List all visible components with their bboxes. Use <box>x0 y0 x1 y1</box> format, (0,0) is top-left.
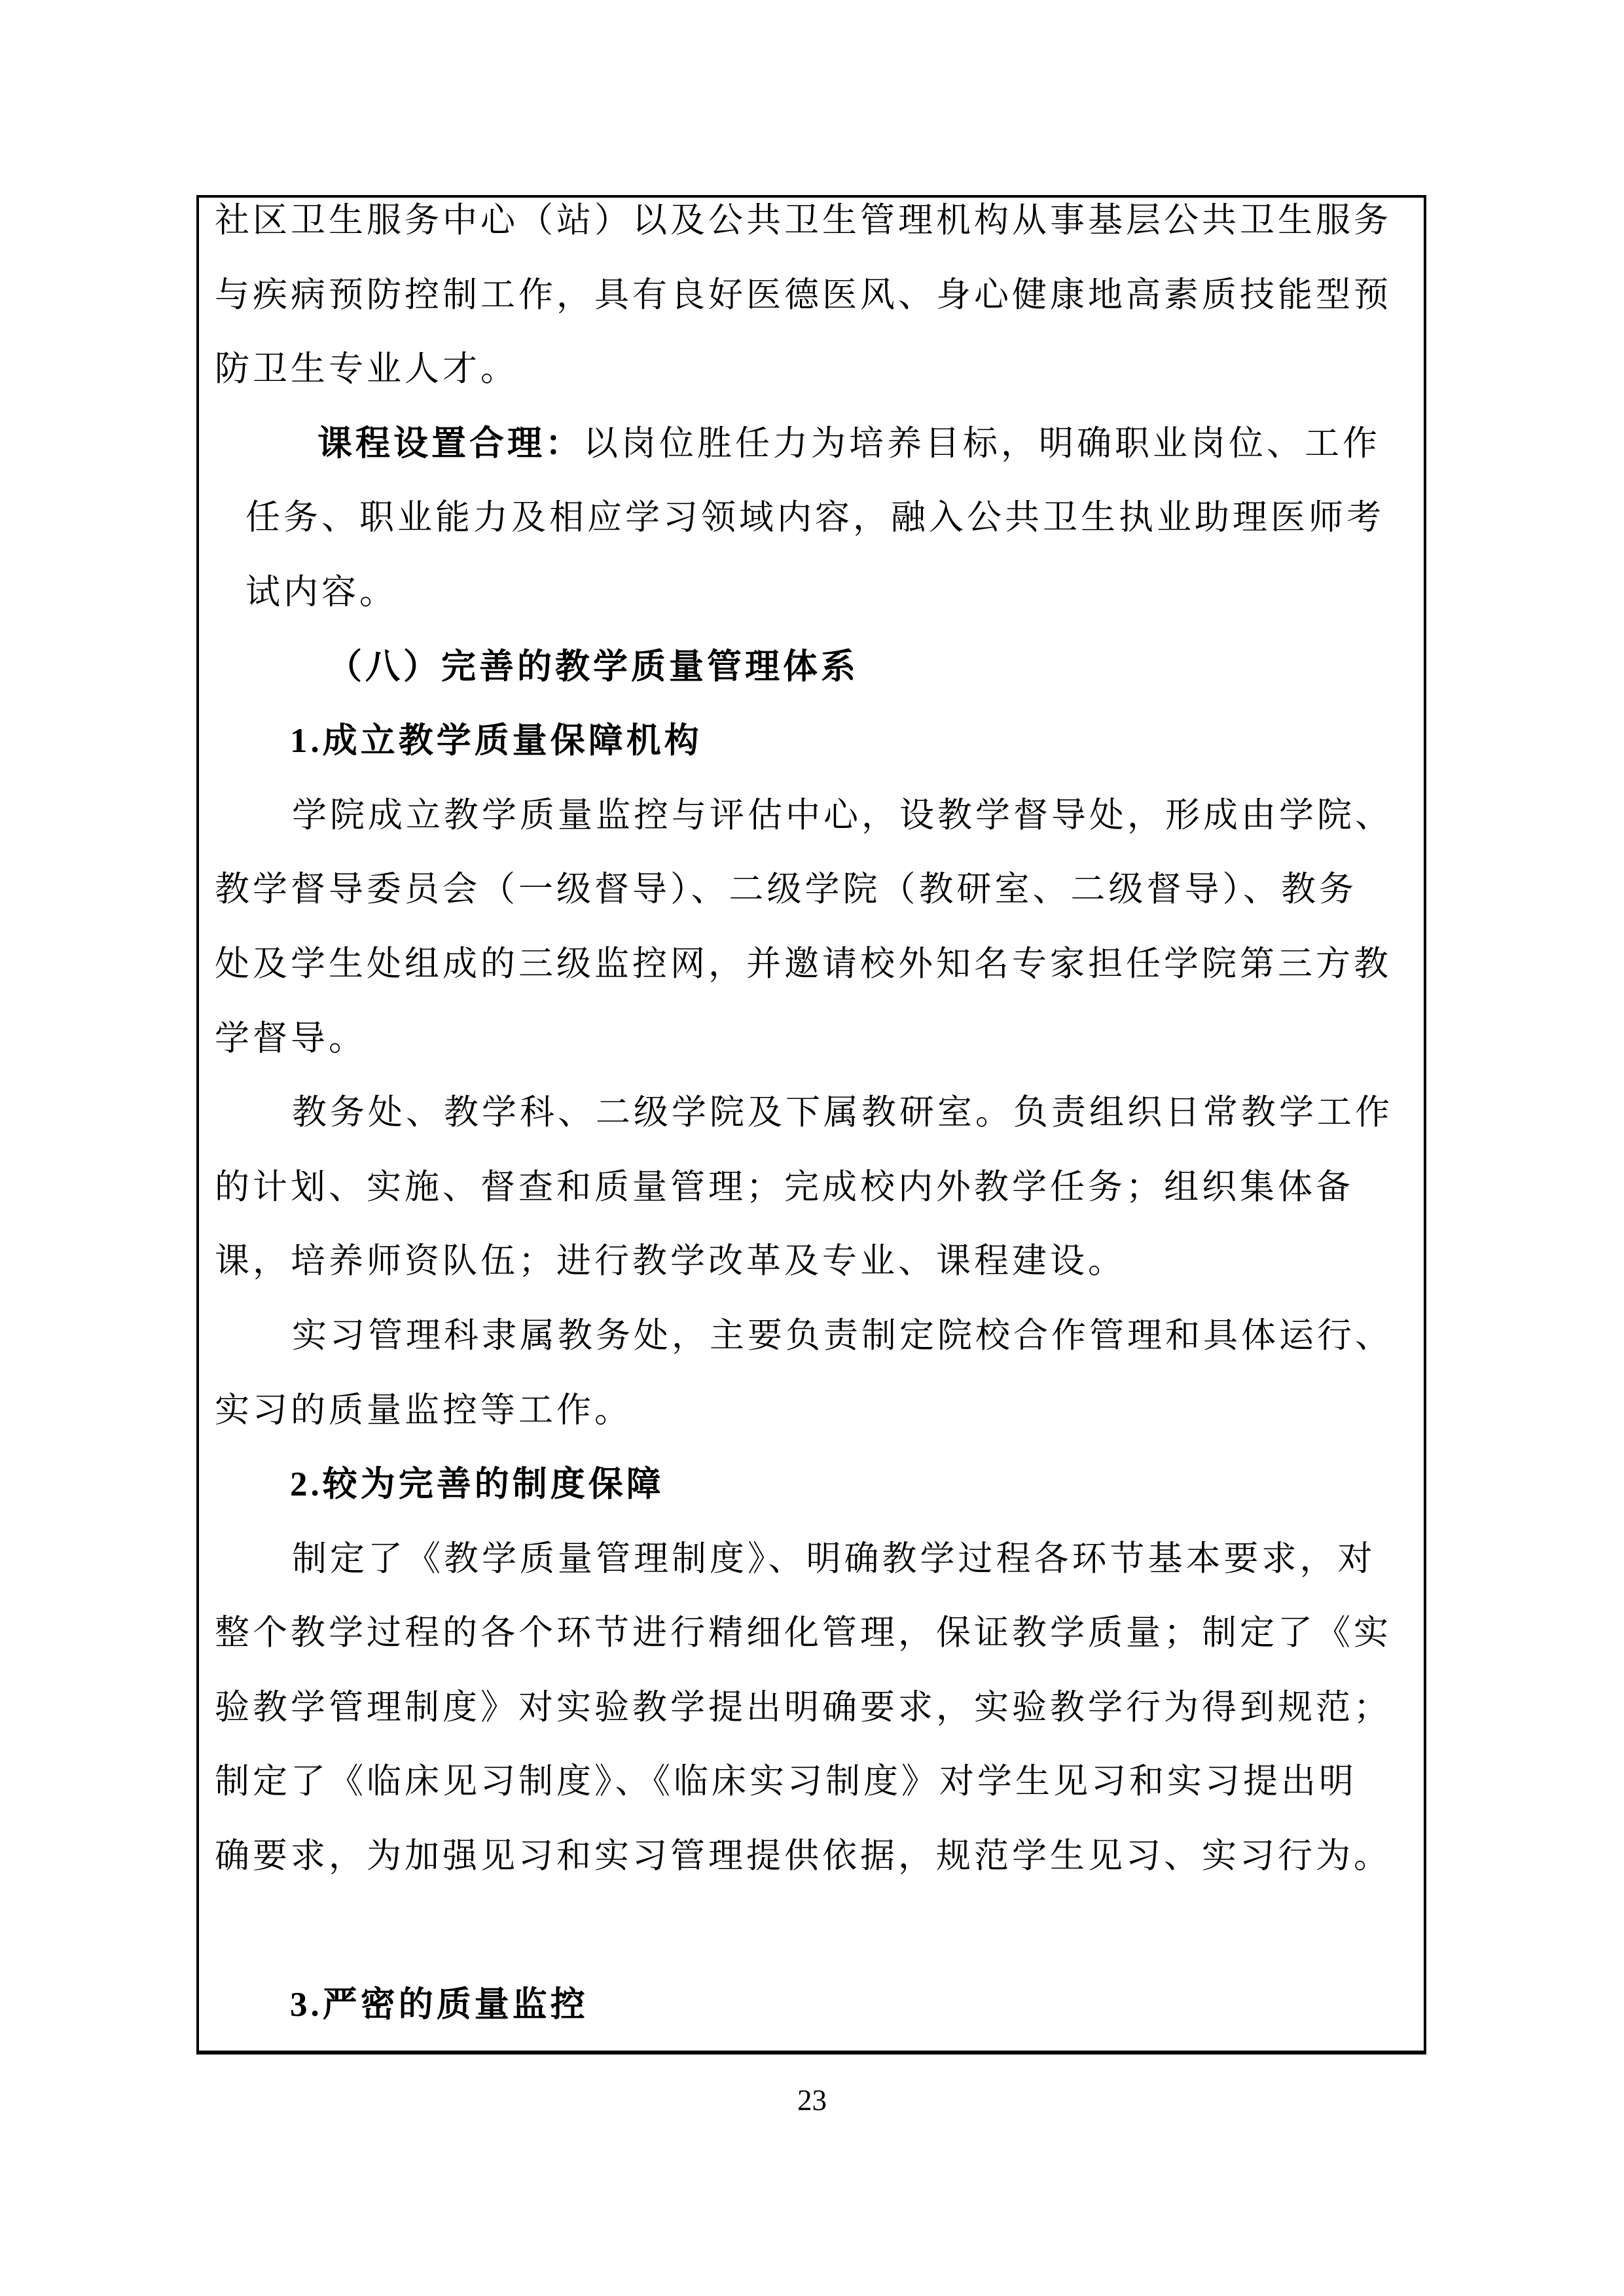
text-line <box>199 1002 1424 1077</box>
text-line <box>199 1374 1424 1448</box>
text-run: 防卫生专业人才。 <box>215 350 518 389</box>
text-run: 试内容。 <box>245 573 397 611</box>
text-line <box>199 704 1424 779</box>
text-line <box>199 407 1424 482</box>
text-line <box>199 779 1424 853</box>
text-line <box>199 481 1424 556</box>
text-line <box>199 1596 1424 1671</box>
text-run: 制定了《教学质量管理制度》、明确教学过程各环节基本要求，对 <box>292 1539 1376 1578</box>
text-run: 任务、职业能力及相应学习领域内容，融入公共卫生执业助理医师考 <box>245 499 1384 537</box>
text-run: 与疾病预防控制工作，具有良好医德医风、身心健康地高素质技能型预 <box>215 276 1392 314</box>
text-run: 处及学生处组成的三级监控网，并邀请校外知名专家担任学院第三方教 <box>215 944 1392 983</box>
text-run: 以岗位胜任力为培养目标，明确职业岗位、工作 <box>583 424 1380 463</box>
text-run: 教务处、教学科、二级学院及下属教研室。负责组织日常教学工作 <box>292 1094 1393 1132</box>
text-run: 教学督导委员会（一级督导）、二级学院（教研室、二级督导）、教务 <box>215 870 1357 909</box>
text-line <box>199 556 1424 630</box>
text-line <box>199 927 1424 1002</box>
text-run: 制定了《临床见习制度》、《临床实习制度》对学生见习和实习提出明 <box>215 1763 1357 1801</box>
text-run: 整个教学过程的各个环节进行精细化管理，保证教学质量；制定了《实 <box>215 1614 1392 1653</box>
text-line <box>199 1745 1424 1820</box>
text-line <box>199 1225 1424 1299</box>
text-run: 确要求，为加强见习和实习管理提供依据，规范学生见习、实习行为。 <box>215 1837 1392 1876</box>
text-line <box>199 332 1424 407</box>
text-run: 验教学管理制度》对实验教学提出明确要求，实验教学行为得到规范； <box>215 1688 1392 1727</box>
text-line <box>199 1299 1424 1374</box>
text-run-bold: （八）完善的教学质量管理体系 <box>327 647 859 686</box>
text-line <box>199 853 1424 927</box>
text-line <box>199 1671 1424 1746</box>
text-line <box>199 259 1424 333</box>
text-run: 社区卫生服务中心（站）以及公共卫生管理机构从事基层公共卫生服务 <box>215 202 1392 240</box>
text-run-bold: 1.成立教学质量保障机构 <box>290 722 702 761</box>
text-line <box>199 1076 1424 1151</box>
blank-line <box>199 1894 1424 1969</box>
text-area <box>199 184 1424 2043</box>
text-line <box>199 1151 1424 1225</box>
page-number: 23 <box>797 2084 827 2117</box>
text-run-bold: 2.较为完善的制度保障 <box>290 1465 664 1504</box>
text-line <box>199 630 1424 705</box>
text-line <box>199 1820 1424 1894</box>
text-run: 实习的质量监控等工作。 <box>215 1391 632 1429</box>
text-line <box>199 184 1424 259</box>
text-run: 的计划、实施、督查和质量管理；完成校内外教学任务；组织集体备 <box>215 1168 1354 1206</box>
text-run: 学院成立教学质量监控与评估中心，设教学督导处，形成由学院、 <box>292 796 1393 834</box>
text-line <box>199 1968 1424 2043</box>
text-run-bold: 课程设置合理： <box>317 424 583 463</box>
text-run: 实习管理科隶属教务处，主要负责制定院校合作管理和具体运行、 <box>292 1316 1393 1355</box>
text-line <box>199 1448 1424 1522</box>
text-run: 课，培养师资队伍；进行教学改革及专业、课程建设。 <box>215 1242 1126 1281</box>
text-run-bold: 3.严密的质量监控 <box>290 1986 588 2024</box>
text-line <box>199 1522 1424 1597</box>
text-run: 学督导。 <box>215 1019 367 1058</box>
